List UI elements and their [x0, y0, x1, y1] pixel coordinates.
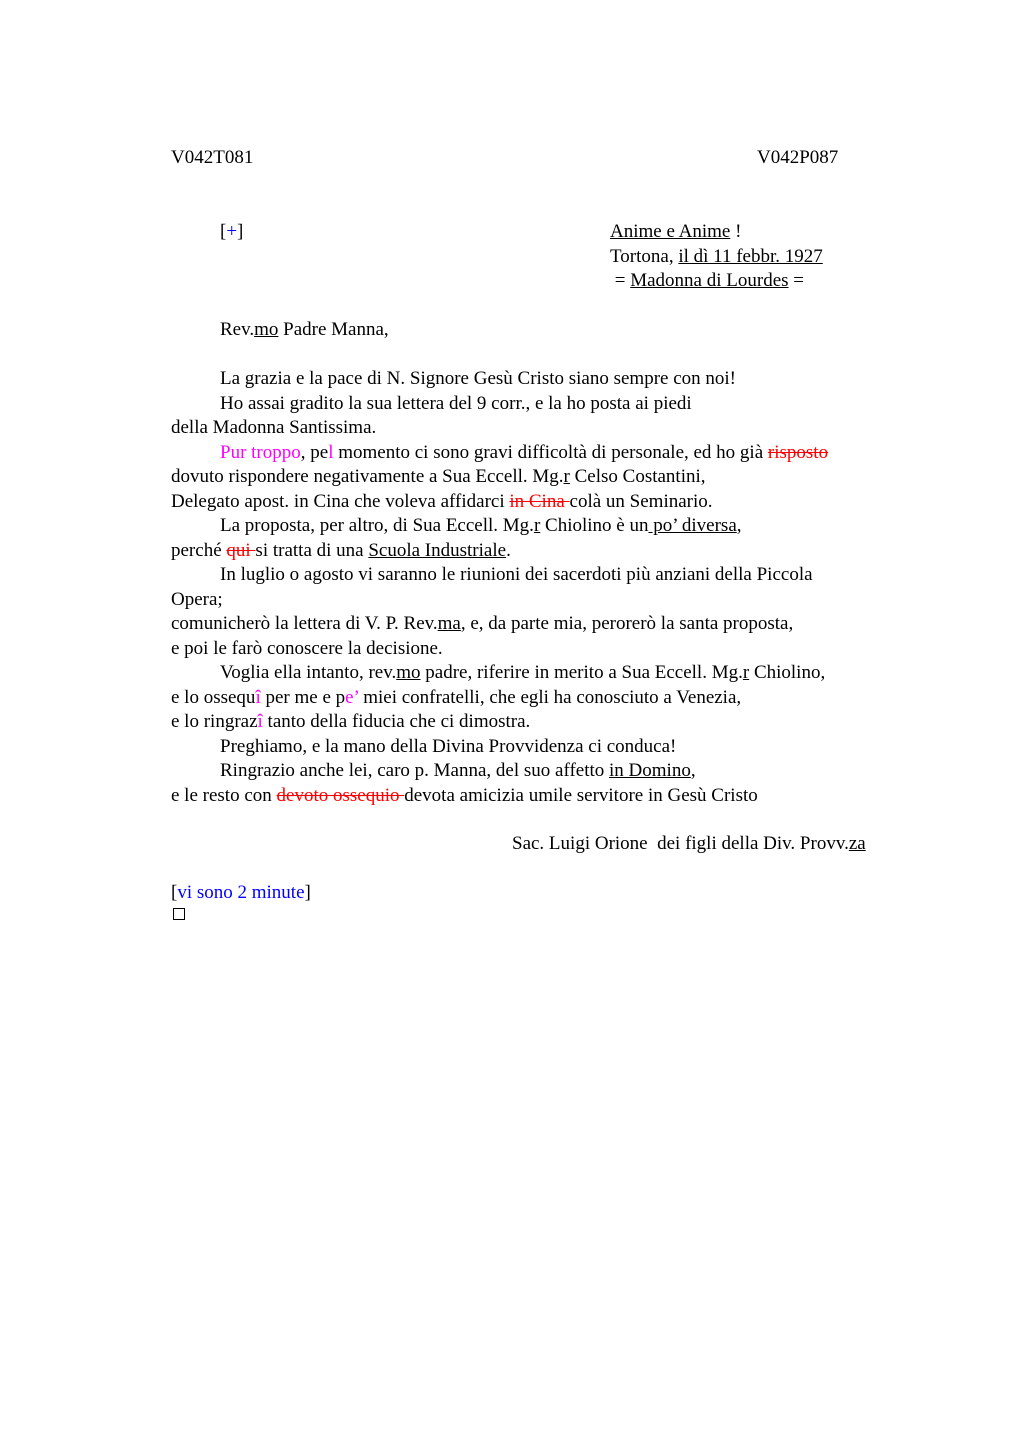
signature-text: Sac. Luigi Orione dei figli della Div. Provv. — [512, 833, 849, 854]
l18-a: e le resto con — [171, 785, 277, 806]
body-line-18 — [171, 784, 758, 809]
l5-c: Celso Costantini, — [569, 466, 706, 487]
l17-a: Ringrazio anche lei, caro p. Manna, del suo affetto — [220, 760, 610, 781]
l4-d: momento ci sono gravi difficoltà di personale, ed ho già — [333, 442, 768, 463]
cross-close-bracket: ] — [237, 221, 244, 242]
body-line-6 — [171, 490, 713, 515]
l7-c: Chiolino è un — [540, 515, 649, 536]
body-line-14 — [171, 686, 741, 711]
body-line-4 — [220, 441, 828, 466]
l8-c: si tratta di una — [255, 540, 369, 561]
note-close: ] — [304, 882, 311, 903]
deleted-risposto: risposto — [767, 442, 829, 463]
note-text: vi sono 2 minute — [177, 882, 305, 903]
body-line-7 — [220, 514, 742, 539]
l11-a: comunicherò la lettera di V. P. Rev. — [171, 613, 438, 634]
l6-c: colà un Seminario. — [569, 491, 713, 512]
date-text: il dì 11 febbr. 1927 — [678, 246, 823, 267]
added-l: l — [328, 442, 334, 463]
body-line-11 — [171, 612, 793, 637]
l8-a: perché — [171, 540, 227, 561]
cross-mark — [220, 220, 243, 245]
l8-e: . — [506, 540, 511, 561]
empty-square-icon — [173, 908, 185, 920]
signature — [512, 832, 866, 857]
cross-open-bracket: [ — [220, 221, 227, 242]
body-line-12: e poi le farò conoscere la decisione. — [171, 638, 443, 659]
salutation — [220, 318, 389, 343]
signature-za: za — [848, 833, 866, 854]
deleted-qui: qui — [226, 540, 256, 561]
feast-line — [610, 269, 804, 294]
body-line-1: La grazia e la pace di N. Signore Gesù Cristo siano sempre con noi! — [220, 368, 737, 389]
editorial-note — [171, 881, 311, 906]
body-line-10: Opera; — [171, 589, 223, 610]
body-line-17 — [220, 759, 696, 784]
l7-e: , — [736, 515, 742, 536]
l4-b: , pe — [300, 442, 329, 463]
l18-c: devota amicizia umile servitore in Gesù Cristo — [404, 785, 758, 806]
body-line-8 — [171, 539, 511, 564]
l7-b: r — [533, 515, 541, 536]
motto-line — [610, 220, 741, 245]
header-right-code: V042P087 — [757, 147, 839, 168]
l11-b: ma — [437, 613, 461, 634]
l5-b: r — [563, 466, 570, 487]
body-line-9: In luglio o agosto vi saranno le riunioni dei sacerdoti più anziani della Piccola — [220, 564, 813, 585]
l6-a: Delegato apost. in Cina che voleva affidarci — [171, 491, 510, 512]
salutation-mo: mo — [254, 319, 279, 340]
l13-a: Voglia ella intanto, rev. — [220, 662, 397, 683]
body-line-3: della Madonna Santissima. — [171, 417, 377, 438]
cross-icon: + — [226, 221, 238, 242]
l17-b: in Domino — [609, 760, 691, 781]
body-line-16: Preghiamo, e la mano della Divina Provvidenza ci conduca! — [220, 736, 677, 757]
l8-d: Scuola Industriale — [368, 540, 507, 561]
salutation-a: Rev. — [220, 319, 255, 340]
note-open: [ — [171, 882, 178, 903]
deleted-in-cina: in Cina — [509, 491, 570, 512]
l15-a: e lo ringraz — [171, 711, 258, 732]
feast-close: = — [788, 270, 804, 291]
l14-d: e’ — [345, 687, 359, 708]
l15-b: î — [257, 711, 263, 732]
l17-c: , — [690, 760, 696, 781]
salutation-c: Padre Manna, — [278, 319, 389, 340]
l11-c: , e, da parte mia, perorerò la santa proposta, — [460, 613, 794, 634]
l13-e: Chiolino, — [749, 662, 826, 683]
l7-a: La proposta, per altro, di Sua Eccell. Mg. — [220, 515, 534, 536]
l13-d: r — [742, 662, 750, 683]
l5-a: dovuto rispondere negativamente a Sua Eccell. Mg. — [171, 466, 564, 487]
l13-c: padre, riferire in merito a Sua Eccell. Mg. — [420, 662, 743, 683]
body-line-13 — [220, 661, 825, 686]
l14-a: e lo ossequ — [171, 687, 256, 708]
motto-text: Anime e Anime — [610, 221, 731, 242]
deleted-devoto-ossequio: devoto ossequio — [276, 785, 405, 806]
place-date-line — [610, 245, 823, 270]
feast-text: Madonna di Lourdes — [630, 270, 789, 291]
feast-open: = — [610, 270, 631, 291]
l13-b: mo — [396, 662, 421, 683]
l14-c: per me e p — [260, 687, 346, 708]
l14-e: miei confratelli, che egli ha conosciuto a Venezia, — [358, 687, 742, 708]
l15-c: tanto della fiducia che ci dimostra. — [262, 711, 531, 732]
l7-d: po’ diversa — [648, 515, 737, 536]
body-line-2: Ho assai gradito la sua lettera del 9 corr., e la ho posta ai piedi — [220, 393, 692, 414]
body-line-15 — [171, 710, 530, 735]
motto-end: ! — [730, 221, 742, 242]
body-line-5 — [171, 465, 706, 490]
l14-b: î — [255, 687, 261, 708]
place-text: Tortona, — [610, 246, 679, 267]
added-pur-troppo: Pur troppo — [220, 442, 301, 463]
header-left-code: V042T081 — [171, 147, 254, 168]
